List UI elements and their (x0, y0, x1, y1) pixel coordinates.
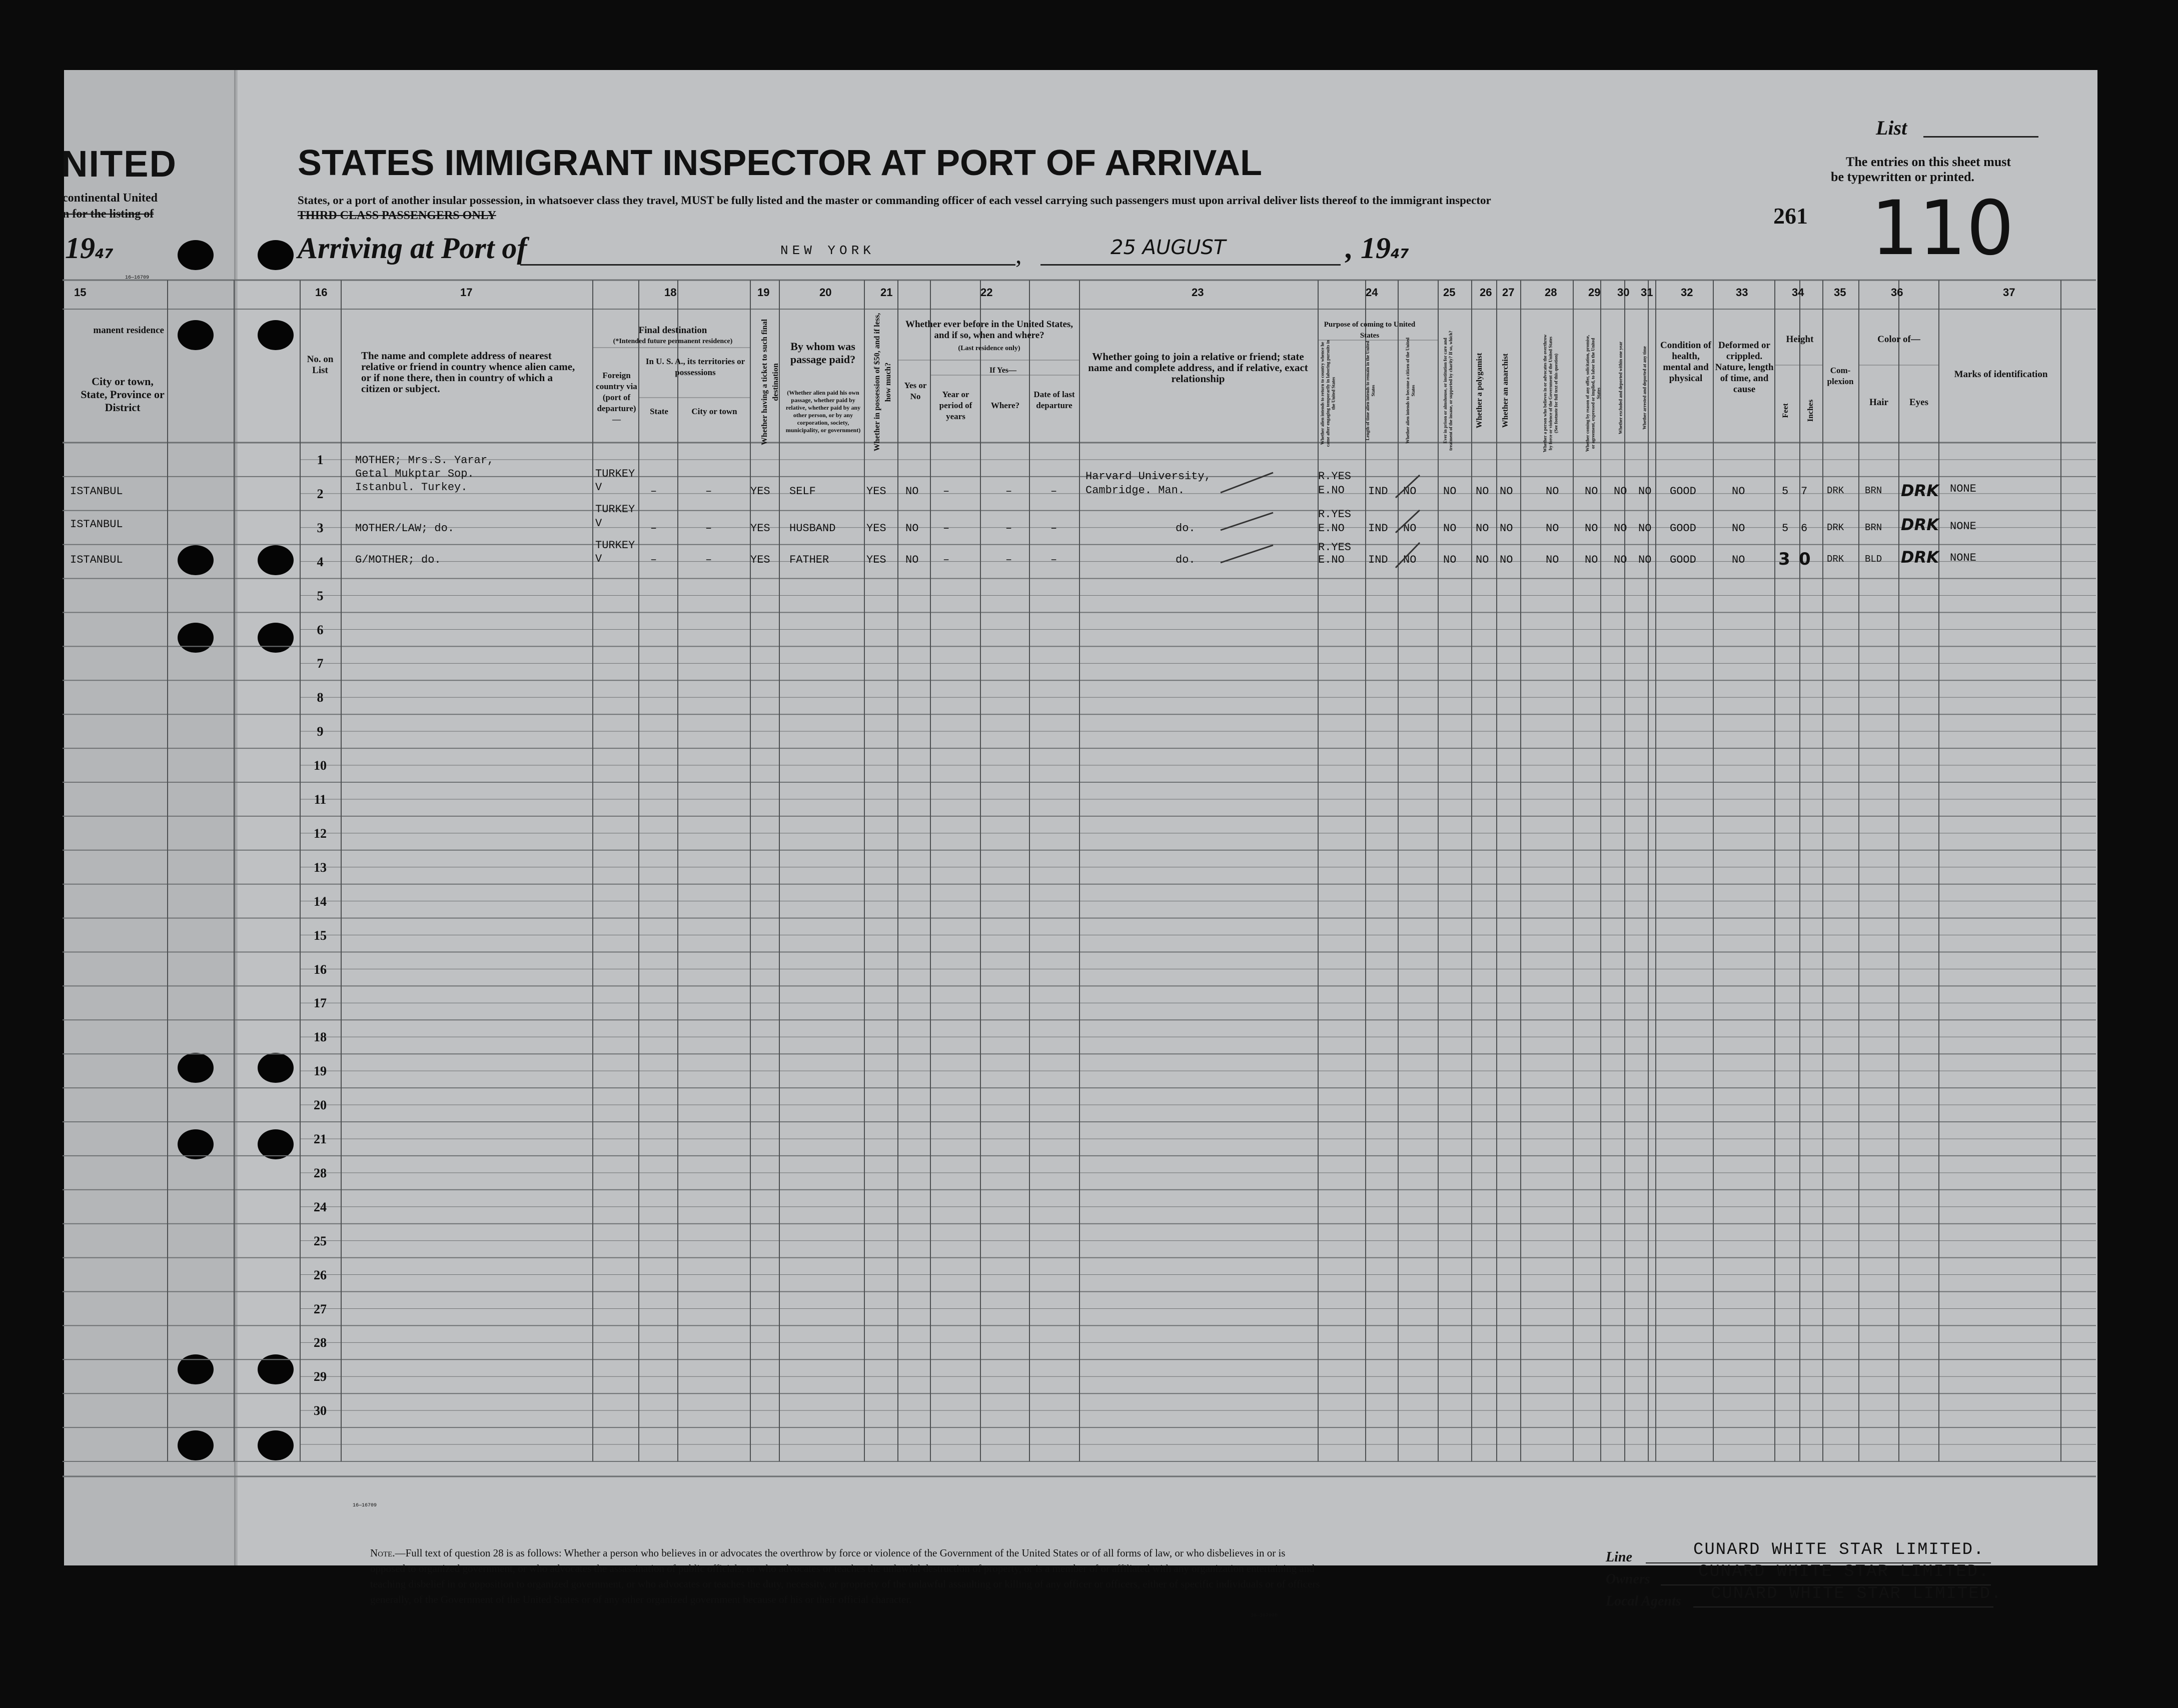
row-number: 18 (314, 1030, 327, 1045)
hdr-year-period: Year or period of years (939, 390, 972, 421)
comma: , (1015, 241, 1022, 269)
cell-deformed: NO (1732, 554, 1745, 566)
col-21-number: 21 (880, 286, 893, 299)
entries-note-2: be typewritten or printed. (1831, 170, 1974, 184)
row-number: 24 (314, 1199, 327, 1214)
cell-q30: NO (1614, 554, 1627, 566)
cell-q29: NO (1585, 554, 1598, 566)
col-22-number: 22 (980, 286, 993, 299)
cell-q28: NO (1546, 554, 1559, 566)
hdr-color-of: Color of— (1877, 334, 1920, 345)
cell-citizen: NO (1403, 485, 1417, 498)
cell-health: GOOD (1670, 522, 1696, 535)
hdr-final-destination-note: (*Intended future permanent residence) (613, 338, 733, 345)
hdr-no-on-list: No. on List (307, 354, 334, 376)
cell-q31: NO (1638, 485, 1652, 498)
cell-possession: YES (866, 522, 886, 535)
cell-inches: 6 (1801, 522, 1808, 535)
hdr-if-yes: If Yes— (989, 366, 1017, 375)
cell-ticket: YES (750, 485, 770, 498)
cell-purpose-r: R.YES (1318, 508, 1352, 521)
cell-date-departure: – (1050, 554, 1057, 566)
entries-note-1: The entries on this sheet must (1846, 155, 2011, 169)
cell-year: – (943, 554, 950, 566)
cell-relative-line-1: MOTHER; Mrs.S. Yarar, (355, 454, 494, 467)
row-number: 10 (314, 758, 327, 773)
col-29-number: 29 (1588, 286, 1601, 299)
cell-eyes: DRK (1901, 481, 1939, 500)
cell-foreign-country: TURKEY (595, 468, 635, 480)
col-36-number: 36 (1891, 286, 1903, 299)
cell-city-us: – (705, 554, 712, 566)
cell-joining-line-1: do. (1176, 554, 1196, 566)
cell-state: – (650, 554, 657, 566)
title-left-fragment: NITED (61, 143, 177, 185)
hdr-31: Whether arrested and deported at any time (1642, 346, 1647, 430)
date-value: 25 AUGUST (1111, 236, 1226, 259)
row-number: 21 (314, 1132, 327, 1146)
agents-value: CUNARD WHITE STAR LIMITED. (1711, 1584, 2002, 1603)
cell-marks: NONE (1950, 520, 1976, 533)
row-number: 1 (317, 453, 324, 467)
hdr-by-whom-note: (Whether alien paid his own passage, whether paid by relative, whether paid by any other person, or by any corporation, society, municipality, or government) (785, 389, 861, 434)
cell-marks: NONE (1950, 552, 1976, 564)
left-subtitle-2: n for the listing of (63, 208, 154, 221)
hdr-hair: Hair (1869, 397, 1888, 408)
form-code-left: 16—16709 (125, 275, 150, 281)
agents-label: Local Agents (1606, 1593, 1681, 1609)
row-number: 26 (314, 1267, 327, 1282)
list-label: List (1876, 117, 1907, 139)
cell-health: GOOD (1670, 485, 1696, 498)
col-16-number: 16 (315, 286, 328, 299)
cell-length: IND (1368, 522, 1388, 535)
arriving-label: Arriving at Port of (298, 232, 527, 265)
row-number: 13 (314, 860, 327, 875)
cell-city: ISTANBUL (70, 485, 123, 498)
hdr-ticket: Whether having a ticket to such final destination (760, 319, 780, 446)
cell-q31: NO (1638, 554, 1652, 566)
hdr-yes-or-no: Yes or No (904, 381, 927, 401)
hdr-state: State (650, 407, 668, 416)
hdr-height: Height (1786, 334, 1814, 345)
cell-purpose-e: E.NO (1318, 554, 1345, 566)
cell-where: – (1005, 522, 1012, 535)
footnote (370, 1545, 1321, 1607)
cell-hair: BRN (1865, 522, 1882, 533)
col-23-number: 23 (1192, 286, 1204, 299)
hdr-feet: Feet (1781, 403, 1790, 418)
cell-ticket: YES (750, 554, 770, 566)
cell-where: – (1005, 554, 1012, 566)
cell-complexion: DRK (1827, 554, 1844, 565)
cell-hair: BRN (1865, 485, 1882, 496)
hdr-marks: Marks of identification (1954, 369, 2048, 380)
cell-city: ISTANBUL (70, 554, 123, 566)
cell-purpose-e: E.NO (1318, 522, 1345, 535)
owners-label: Owners (1606, 1571, 1650, 1587)
hdr-ever-before: Whether ever before in the United States, and if so, when and where? (905, 319, 1073, 341)
hdr-residence-sub: City or town, State, Province or District (81, 375, 165, 414)
row-number: 27 (314, 1301, 327, 1316)
hdr-by-whom: By whom was passage paid? (790, 340, 856, 366)
col-18-number: 18 (664, 286, 677, 299)
row-number: 15 (314, 928, 327, 943)
port-value: NEW YORK (780, 243, 875, 258)
row-number: 25 (314, 1233, 327, 1248)
left-year: 1947 (65, 232, 114, 265)
cell-joining-line-2: Cambridge. Man. (1085, 484, 1185, 497)
cell-marks: NONE (1950, 483, 1976, 495)
hdr-eyes: Eyes (1909, 397, 1928, 408)
cell-paid-by: FATHER (789, 554, 829, 566)
row-number: 8 (317, 690, 324, 705)
cell-feet: 3 (1778, 549, 1790, 569)
row-number: 3 (317, 520, 324, 535)
cell-q30: NO (1614, 485, 1627, 498)
row-number: 11 (314, 792, 327, 807)
cell-anarchist: NO (1500, 485, 1513, 498)
cell-date-departure: – (1050, 522, 1057, 535)
row-number: 9 (317, 724, 324, 739)
cell-paid-by: SELF (789, 485, 816, 498)
year-value: , 1947 (1346, 232, 1409, 265)
form-code-footer: 16—16709b (1251, 1613, 1278, 1618)
hdr-polygamist: Whether a polygamist (1475, 353, 1484, 429)
cell-before: NO (905, 522, 919, 535)
col-15-number: 15 (74, 286, 87, 299)
hdr-city-or-town: City or town (691, 407, 737, 416)
cell-q28: NO (1546, 522, 1559, 535)
cell-state: – (650, 485, 657, 498)
hdr-29: Whether coming by reason of any offer, solicitation, promise, or agreement, expressed or implied, to labor in the United States (1585, 335, 1601, 452)
hdr-anarchist: Whether an anarchist (1501, 353, 1510, 428)
cell-city: ISTANBUL (70, 518, 123, 531)
col-25-number: 25 (1443, 286, 1456, 299)
cell-length: IND (1368, 485, 1388, 498)
hdr-final-destination: Final destination (638, 325, 707, 336)
cell-prison: NO (1443, 522, 1457, 535)
cell-length: IND (1368, 554, 1388, 566)
agents-underline (1693, 1606, 1993, 1607)
cell-purpose-e: E.NO (1318, 484, 1345, 497)
cell-citizen: NO (1403, 522, 1417, 535)
cell-year: – (943, 485, 950, 498)
list-number: 110 (1871, 185, 2014, 272)
row-number: 2 (317, 486, 324, 501)
cell-complexion: DRK (1827, 522, 1844, 533)
cell-q29: NO (1585, 522, 1598, 535)
row-number: 6 (317, 622, 324, 637)
cell-where: – (1005, 485, 1012, 498)
hdr-in-usa: In U. S. A., its territories or possessions (645, 357, 745, 377)
row-number: 16 (314, 962, 327, 977)
owners-value: CUNARD WHITE STAR LIMITED. (1698, 1562, 1990, 1581)
cell-complexion: DRK (1827, 485, 1844, 496)
cell-hair: BLD (1865, 554, 1882, 565)
cell-inches: 0 (1799, 549, 1811, 569)
hdr-24c: Whether alien intends to become a citizen of the United States (1405, 337, 1416, 444)
cell-paid-by: HUSBAND (789, 522, 836, 535)
cell-date-departure: – (1050, 485, 1057, 498)
cell-q30: NO (1614, 522, 1627, 535)
footnote-label: Note. (370, 1547, 395, 1559)
cell-eyes: DRK (1901, 548, 1939, 567)
cell-joining-line-1: Harvard University, (1085, 470, 1211, 483)
row-number: 17 (314, 996, 327, 1011)
row-number: 12 (314, 826, 327, 841)
class-stamp: THIRD CLASS PASSENGERS ONLY (298, 209, 496, 222)
cell-purpose-r: R.YES (1318, 541, 1352, 554)
row-number: 4 (317, 554, 324, 569)
hdr-joining: Whether going to join a relative or friend; state name and complete address, and if relative, exact relationship (1088, 351, 1308, 385)
hdr-inches: Inches (1806, 399, 1815, 422)
line-value: CUNARD WHITE STAR LIMITED. (1693, 1540, 1985, 1559)
hdr-condition: Condition of health, mental and physical (1660, 340, 1711, 384)
cell-q29: NO (1585, 485, 1598, 498)
cell-polygamist: NO (1476, 554, 1489, 566)
row-number: 19 (314, 1064, 327, 1079)
cell-relative-line-1: G/MOTHER; do. (355, 554, 441, 566)
cell-possession: YES (866, 554, 886, 566)
left-subtitle-1: continental United (63, 192, 158, 205)
col-26-number: 26 (1480, 286, 1492, 299)
cell-feet: 5 (1782, 485, 1789, 498)
cell-foreign-country: TURKEY (595, 503, 635, 516)
col-20-number: 20 (819, 286, 832, 299)
subtitle-line: States, or a port of another insular possession, in whatsoever class they travel, MUST be fully listed and the master or commanding officer of each vessel carrying such passengers must upon arrival deliver lists thereof to the immigrant inspector (298, 194, 1491, 207)
cell-health: GOOD (1670, 554, 1696, 566)
hdr-purpose: Purpose of coming to United States (1324, 321, 1416, 340)
hdr-complexion: Com-plexion (1827, 366, 1854, 386)
col-34-number: 34 (1792, 286, 1804, 299)
hdr-28: Whether a person who believes in or advocates the overthrow by force or violence of the Government of the United States (See footnote for full text of this question) (1542, 334, 1559, 453)
cell-possession: YES (866, 485, 886, 498)
cell-year: – (943, 522, 950, 535)
cell-joining-line-1: do. (1176, 522, 1196, 535)
cell-via: V (595, 553, 602, 565)
cell-eyes: DRK (1901, 515, 1939, 534)
row-number: 29 (314, 1369, 327, 1384)
cell-inches: 7 (1801, 485, 1808, 498)
cell-foreign-country: TURKEY (595, 539, 635, 552)
form-code-bottom: 16—16709 (353, 1503, 377, 1508)
col-28-number: 28 (1545, 286, 1557, 299)
cell-ticket: YES (750, 522, 770, 535)
hdr-foreign-country: Foreign country via (port of departure)— (596, 371, 637, 424)
cell-citizen: NO (1403, 554, 1417, 566)
page-title: STATES IMMIGRANT INSPECTOR AT PORT OF ARRIVAL (298, 143, 1262, 183)
hdr-possession: Whether in possession of $50, and if less, how much? (873, 313, 892, 452)
cell-anarchist: NO (1500, 522, 1513, 535)
hdr-last-residence-only: (Last residence only) (958, 345, 1020, 352)
cell-relative-line-1: MOTHER/LAW; do. (355, 522, 455, 535)
cell-via: V (595, 517, 602, 530)
cell-deformed: NO (1732, 485, 1745, 498)
row-number: 20 (314, 1098, 327, 1113)
row-number: 28 (314, 1165, 327, 1180)
cell-polygamist: NO (1476, 522, 1489, 535)
row-number: 7 (317, 656, 324, 671)
col-27-number: 27 (1502, 286, 1515, 299)
cell-before: NO (905, 554, 919, 566)
hdr-deformed: Deformed or crippled. Nature, length of time, and cause (1715, 340, 1774, 395)
row-number: 30 (314, 1403, 327, 1418)
line-label: Line (1606, 1549, 1632, 1565)
row-number: 28 (314, 1335, 327, 1350)
col-37-number: 37 (2003, 286, 2015, 299)
col-32-number: 32 (1681, 286, 1693, 299)
col-19-number: 19 (757, 286, 770, 299)
cell-before: NO (905, 485, 919, 498)
col-24-number: 24 (1366, 286, 1378, 299)
cell-city-us: – (705, 522, 712, 535)
cell-city-us: – (705, 485, 712, 498)
cell-purpose-r: R.YES (1318, 470, 1352, 483)
cell-q31: NO (1638, 522, 1652, 535)
col-30-number: 30 (1617, 286, 1630, 299)
cell-deformed: NO (1732, 522, 1745, 535)
col-33-number: 33 (1736, 286, 1748, 299)
col-17-number: 17 (460, 286, 473, 299)
cell-feet: 5 (1782, 522, 1789, 535)
hdr-25: Ever in prison or almshouse, or institution for care and treatment of the insane, or supported by charity? If so, which? (1443, 331, 1453, 451)
col-35-number: 35 (1834, 286, 1846, 299)
hdr-24b: Length of time alien intends to remain in the United States (1365, 341, 1376, 441)
cell-state: – (650, 522, 657, 535)
page-number: 261 (1773, 203, 1808, 229)
hdr-residence: manent residence (93, 325, 164, 336)
row-number: 5 (317, 588, 324, 603)
cell-relative-line-3: Istanbul. Turkey. (355, 481, 468, 494)
cell-polygamist: NO (1476, 485, 1489, 498)
row-number: 14 (314, 894, 327, 909)
hdr-date-last-departure: Date of last departure (1033, 390, 1075, 410)
cell-anarchist: NO (1500, 554, 1513, 566)
cell-prison: NO (1443, 554, 1457, 566)
col-31-number: 31 (1641, 286, 1653, 299)
hdr-where: Where? (990, 401, 1020, 410)
hdr-24a: Whether alien intends to return to country whence he came after engaging temporarily in laboring pursuits in the United States (1320, 340, 1336, 447)
cell-q28: NO (1546, 485, 1559, 498)
cell-prison: NO (1443, 485, 1457, 498)
cell-relative-line-2: Getal Mukptar Sop. (355, 468, 474, 480)
hdr-nearest-relative: The name and complete address of nearest relative or friend in country whence alien came, or if none there, then in country of which a citizen or subject. (361, 350, 575, 395)
cell-via: V (595, 481, 602, 494)
hdr-30: Whether excluded and deported within one year (1618, 341, 1623, 435)
footnote-text: —Full text of question 28 is as follows: Whether a person who believes in or advocates the overthrow by force or violence of the Government of the United States or of all forms of law, or who disbelieves in or is opposed to organized government, or who advocates the assassination of public officials, or who advocates or teaches the unlawful destruction of property, or is a member of or affiliated with any organization entertaining and teaching disbelief in or opposition to organized government, or who advocates or teaches the duty, necessity, or propriety of the unlawful assaulting or killing of any officer or officers, either of specific individuals or of officers generally, of the Government of the United States or of any other organized government because of his or their official character. (370, 1547, 1320, 1605)
